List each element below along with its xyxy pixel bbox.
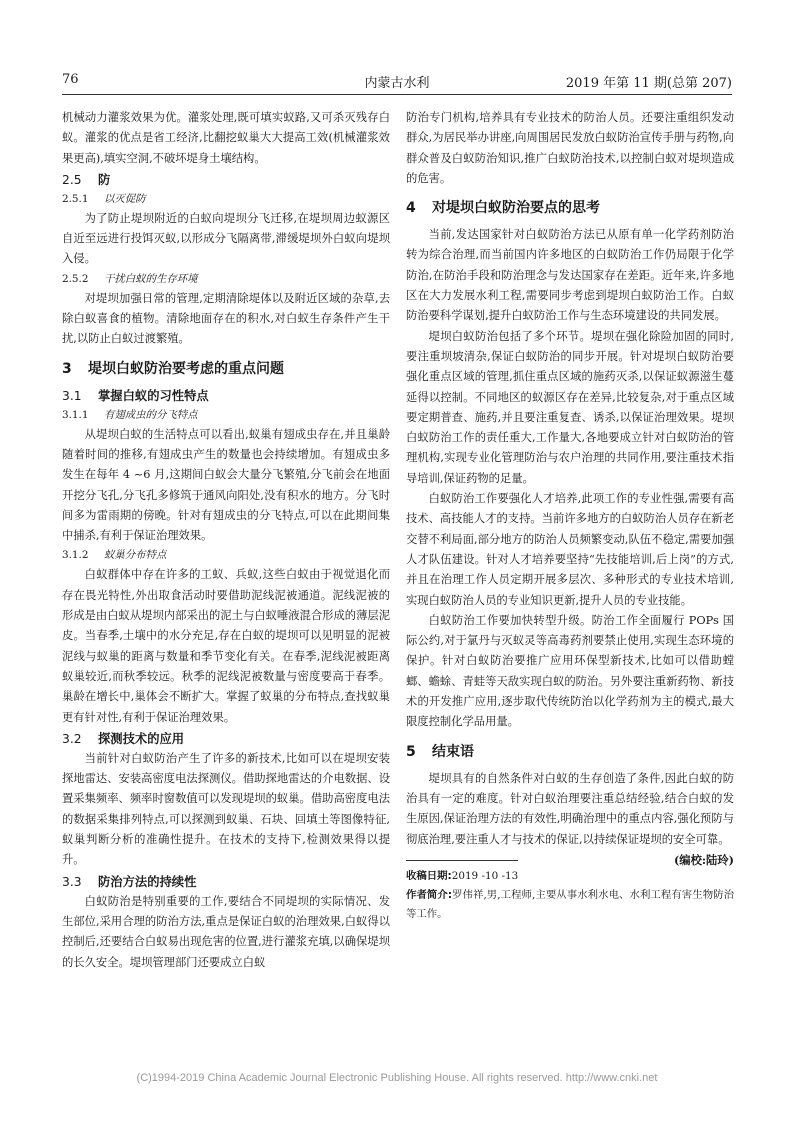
paragraph: 为了防止堤坝附近的白蚁向堤坝分飞迁移,在堤坝周边蚁源区自近至远进行投饵灭蚁,以形成分飞隔离带,滞缓堤坝外白蚁向堤坝入侵。 bbox=[62, 211, 390, 266]
issue-info: 2019 年第 11 期(总第 207) bbox=[565, 76, 732, 91]
section-heading: 2.5 防 bbox=[62, 172, 111, 187]
chapter-heading: 4 对堤坝白蚁防治要点的思考 bbox=[406, 200, 600, 217]
section-heading: 3.3 防治方法的持续性 bbox=[62, 874, 197, 889]
author-bio: 作者简介:罗伟祥,男,工程师,主要从事水利水电、水利工程有害生物防治等工作。 bbox=[406, 888, 735, 920]
footnote-divider bbox=[406, 860, 518, 861]
journal-title: 内蒙古水利 bbox=[364, 76, 430, 91]
page-header bbox=[62, 72, 732, 95]
paragraph: 堤坝白蚁防治包括了多个环节。堤坝在强化除险加固的同时,要注重坝坡清杂,保证白蚁防治的同步开展。针对堤坝白蚁防治要强化重点区域的管理,抓住重点区域的施药灭杀,以保证蚁源滋生蔓延得以控制。不同地区的蚁源区存在差异,比较复杂,对于重点区域要定期普查、施药,并且要注重复查、诱杀,以保证治理效果。堤坝白蚁防治工作的责任重大,工作量大,各地要成立针对白蚁防治的管理机构,实现专业化管理防治与农户治理的共同作用,要注重技术指导培训,保证药物的足量。 bbox=[406, 329, 734, 485]
paragraph: 当前针对白蚁防治产生了许多的新技术,比如可以在堤坝安装探地雷达、安装高密度电法探测仪。借助探地雷达的介电数据、设置采集频率、频率时窗数值可以发现堤坝的蚁巢。借助高密度电法的数据采集排列特点,可以探测到蚁巢、石块、回填土等图像特征,蚁巢判断分析的准确性提升。在技术的支持下,检测效果得以提升。 bbox=[62, 751, 390, 867]
paragraph: 白蚁防治工作要强化人才培养,此项工作的专业性强,需要有高技术、高技能人才的支持。当前许多地方的白蚁防治人员存在新老交替不利局面,部分地方的防治人员频繁变动,队伍不稳定,需要加强人才队伍建设。针对人才培养要坚持“先技能培训,后上岗”的方式,并且在治理工作人员定期开展多层次、多种形式的专业技术培训,实现白蚁防治人员的专业知识更新,提升人员的专业技能。 bbox=[406, 492, 734, 607]
paragraph: 对堤坝加强日常的管理,定期清除堤体以及附近区域的杂草,去除白蚁喜食的植物。清除地面存在的积水,对白蚁生存条件产生干扰,以防止白蚁过渡繁殖。 bbox=[62, 291, 390, 346]
paragraph: 堤坝具有的自然条件对白蚁的生存创造了条件,因此白蚁的防治具有一定的难度。针对白蚁治理要注重总结经验,结合白蚁的发生原因,保证治理方法的有效性,明确治理中的重点内容,强化预防与彻底治理,要注重人才与技术的保证,以持续保证堤坝的安全可靠。 (编校:陆玲) bbox=[406, 769, 734, 850]
received-date: 收稿日期:2019 -10 -13 bbox=[406, 869, 519, 882]
editor-note: (编校:陆玲) bbox=[673, 852, 734, 867]
chapter-heading: 5 结束语 bbox=[406, 743, 474, 760]
page-number: 76 bbox=[62, 72, 79, 87]
paragraph: 当前,发达国家针对白蚁防治方法已从原有单一化学药剂防治转为综合治理,而当前国内许多地区的白蚁防治工作仍局限于化学防治,在防治手段和防治理念与发达国家存在差距。近年来,许多地区在大力发展水利工程,需要同步考虑到堤坝白蚁防治工作。白蚁防治要科学谋划,提升白蚁防治工作与生态环境建设的共同发展。 bbox=[406, 228, 734, 323]
subsection-heading: 3.1.2 蚁巢分布特点 bbox=[62, 549, 167, 562]
paragraph: 机械动力灌浆效果为优。灌浆处理,既可填实蚁路,又可杀灭残存白蚁。灌浆的优点是省工经济,比翻挖蚁巢大大提高工效(机械灌浆效果更高),填实空洞,不破坏堤身土壤结构。 bbox=[62, 111, 390, 165]
chapter-heading: 3 堤坝白蚁防治要考虑的重点问题 bbox=[62, 360, 284, 377]
subsection-heading: 3.1.1 有翅成虫的分飞特点 bbox=[62, 408, 198, 421]
paragraph: 防治专门机构,培养具有专业技术的防治人员。还要注重组织发动群众,为居民举办讲座,向周围居民发放白蚁防治宣传手册与药物,向群众普及白蚁防治知识,推广白蚁防治技术,以控制白蚁对堤坝造成的危害。 bbox=[406, 111, 734, 185]
section-heading: 3.2 探测技术的应用 bbox=[62, 731, 185, 746]
paragraph: 白蚁防治工作要加快转型升级。防治工作全面履行 POPs 国际公约,对于氯丹与灭蚁灵等高毒药剂要禁止使用,实现生态环境的保护。针对白蚁防治要推广应用环保型新技术,比如可以借助螳螂、蟾蜍、青蛙等天敌实现白蚁的防治。另外要注重新药物、新技术的开发推广应用,逐步取代传统防治以化学药剂为主的模式,最大限度控制化学品用量。 bbox=[406, 613, 734, 729]
right-column bbox=[406, 108, 734, 924]
paragraph: 从堤坝白蚁的生活特点可以看出,蚁巢有翅成虫存在,并且巢龄随着时间的推移,有翅成虫产生的数量也会持续增加。有翅成虫多发生在每年 4 ~6 月,这期间白蚁会大量分飞繁殖,分飞前会在地面开挖分飞孔,分飞孔多修筑于通风向阳处,没有积水的地方。分飞时间多为雷雨期的傍晚。针对有翅成虫的分飞特点,可以在此期间集中捕杀,有利于保证治理效果。 bbox=[62, 427, 390, 543]
copyright-footer: (C)1994-2019 China Academic Journal Electronic Publishing House. All rights reserved. http://www.cnki.net bbox=[136, 1072, 658, 1084]
article-meta bbox=[406, 867, 734, 924]
subsection-heading: 2.5.1 以灭促防 bbox=[62, 192, 146, 205]
left-column bbox=[62, 108, 390, 973]
section-heading: 3.1 掌握白蚁的习性特点 bbox=[62, 388, 209, 403]
paragraph: 白蚁群体中存在许多的工蚁、兵蚁,这些白蚁由于视觉退化而存在畏光特性,外出取食活动时要借助泥线泥被通道。泥线泥被的形成是由白蚁从堤坝内部采出的泥土与白蚁唾液混合形成的薄层泥皮。当春季,土壤中的水分充足,存在白蚁的堤坝可以见明显的泥被泥线与蚁巢的距离与数量和季节变化有关。在春季,泥线泥被距离蚁巢较近,而秋季较远。秋季的泥线泥被数量与密度要高于春季。巢龄在增长中,巢体会不断扩大。掌握了蚁巢的分布特点,查找蚁巢更有针对性,有利于保证治理效果。 bbox=[62, 568, 390, 724]
subsection-heading: 2.5.2 干扰白蚁的生存环境 bbox=[62, 272, 198, 285]
paragraph: 白蚁防治是特别重要的工作,要结合不同堤坝的实际情况、发生部位,采用合理的防治方法,重点是保证白蚁的治理效果,白蚁得以控制后,还要结合白蚁易出现危害的位置,进行灌浆充填,以确保堤坝的长久安全。堤坝管理部门还要成立白蚁 bbox=[62, 894, 390, 969]
